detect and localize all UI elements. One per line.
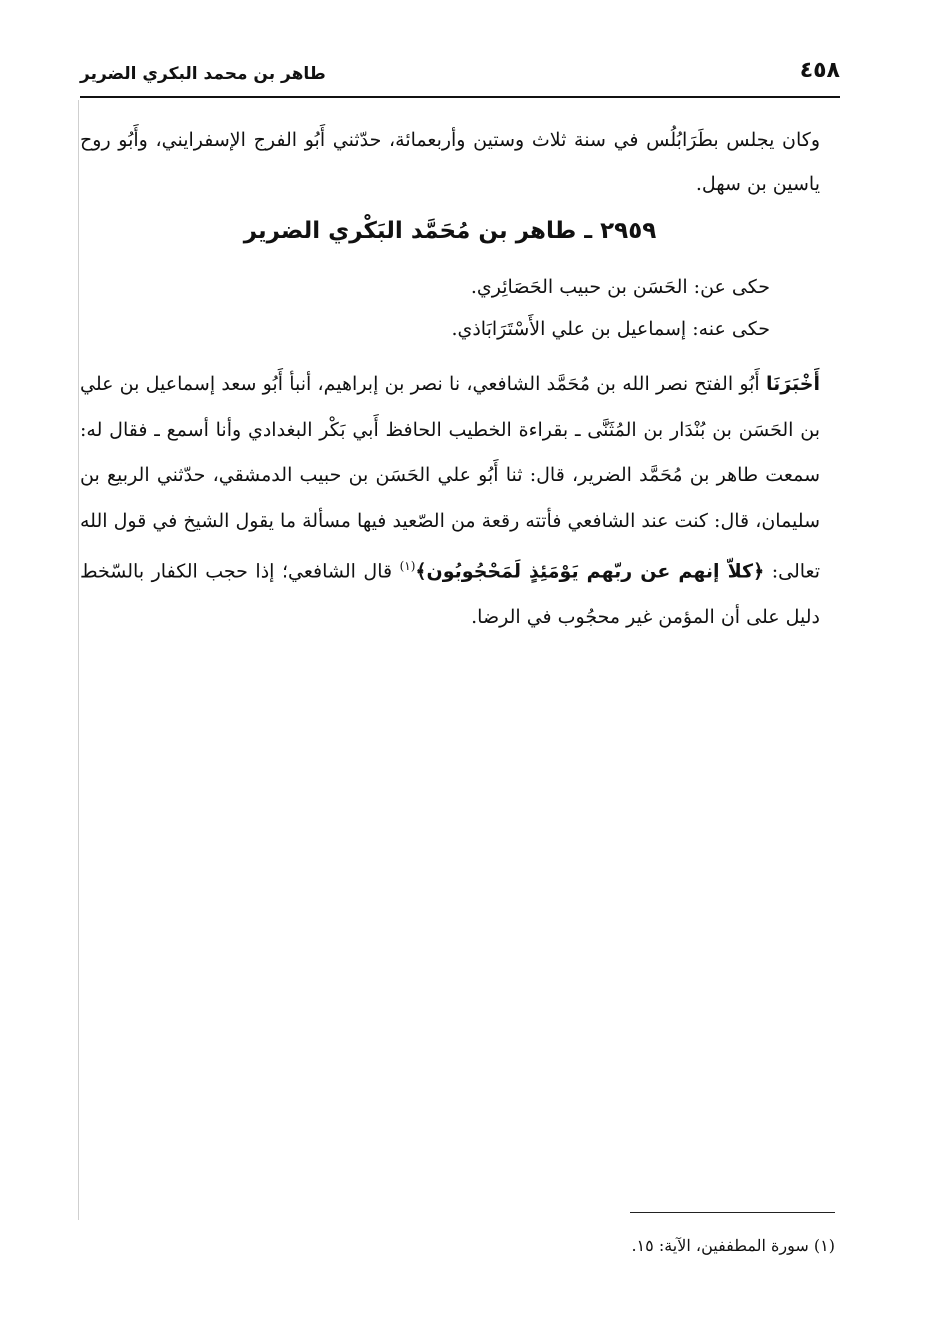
page-header	[80, 58, 840, 98]
report-chain-text: أَبُو الفتح نصر الله بن مُحَمَّد الشافعي، نا نصر بن إبراهيم، أنبأ أَبُو سعد إسماعيل بن علي بن الحَسَن بن بُنْدَار بن المُثَنَّى ـ بقراءة الخطيب الحافظ أَبي بَكْر البغدادي وأنا أسمع ـ فقال له: سمعت طاهر بن مُحَمَّد الضرير، قال: ثنا أَبُو علي الحَسَن بن حبيب الدمشقي، حدّثني الربيع بن سليمان، قال: كنت عند الشافعي فأتته رقعة من الصّعيد فيها مسألة ما يقول الشيخ في قول الله تعالى:	[80, 373, 820, 583]
footnote: (١) سورة المطففين، الآية: ١٥.	[631, 1236, 835, 1255]
report-text	[80, 362, 820, 640]
report-conclusion-text: قال الشافعي؛ إذا حجب الكفار بالسّخط دليل على أن المؤمن غير محجُوب في الرضا.	[80, 560, 820, 628]
narrators-block	[80, 266, 770, 350]
intro-paragraph	[80, 118, 820, 206]
page-number: ٤٥٨	[799, 58, 840, 83]
narrated-from-line: حكى عن: الحَسَن بن حبيب الحَصَائِري.	[470, 276, 770, 298]
intro-text: وكان يجلس بطَرَابُلُس في سنة ثلاث وستين وأربعمائة، حدّثني أَبُو الفرج الإسفرايني، وأَبُو روح ياسين بن سهل.	[80, 129, 820, 195]
scan-margin-line	[78, 100, 79, 1220]
footnote-separator	[630, 1212, 835, 1213]
entry-heading: ٢٩٥٩ ـ طاهر بن مُحَمَّد البَكْري الضرير	[243, 218, 657, 244]
report-paragraph	[80, 362, 820, 640]
ikhbar-word: أَخْبَرَنَا	[765, 373, 821, 395]
running-title: طاهر بن محمد البكري الضرير	[80, 64, 326, 84]
narrated-by-line: حكى عنه: إسماعيل بن علي الأَسْتَرَابَاذي.	[451, 318, 770, 340]
footnote-marker: (١)	[399, 559, 416, 573]
quran-verse: ﴿كلاّ إنهم عن ربّهم يَوْمَئِذٍ لَمَحْجُوبُون﴾	[415, 560, 765, 583]
